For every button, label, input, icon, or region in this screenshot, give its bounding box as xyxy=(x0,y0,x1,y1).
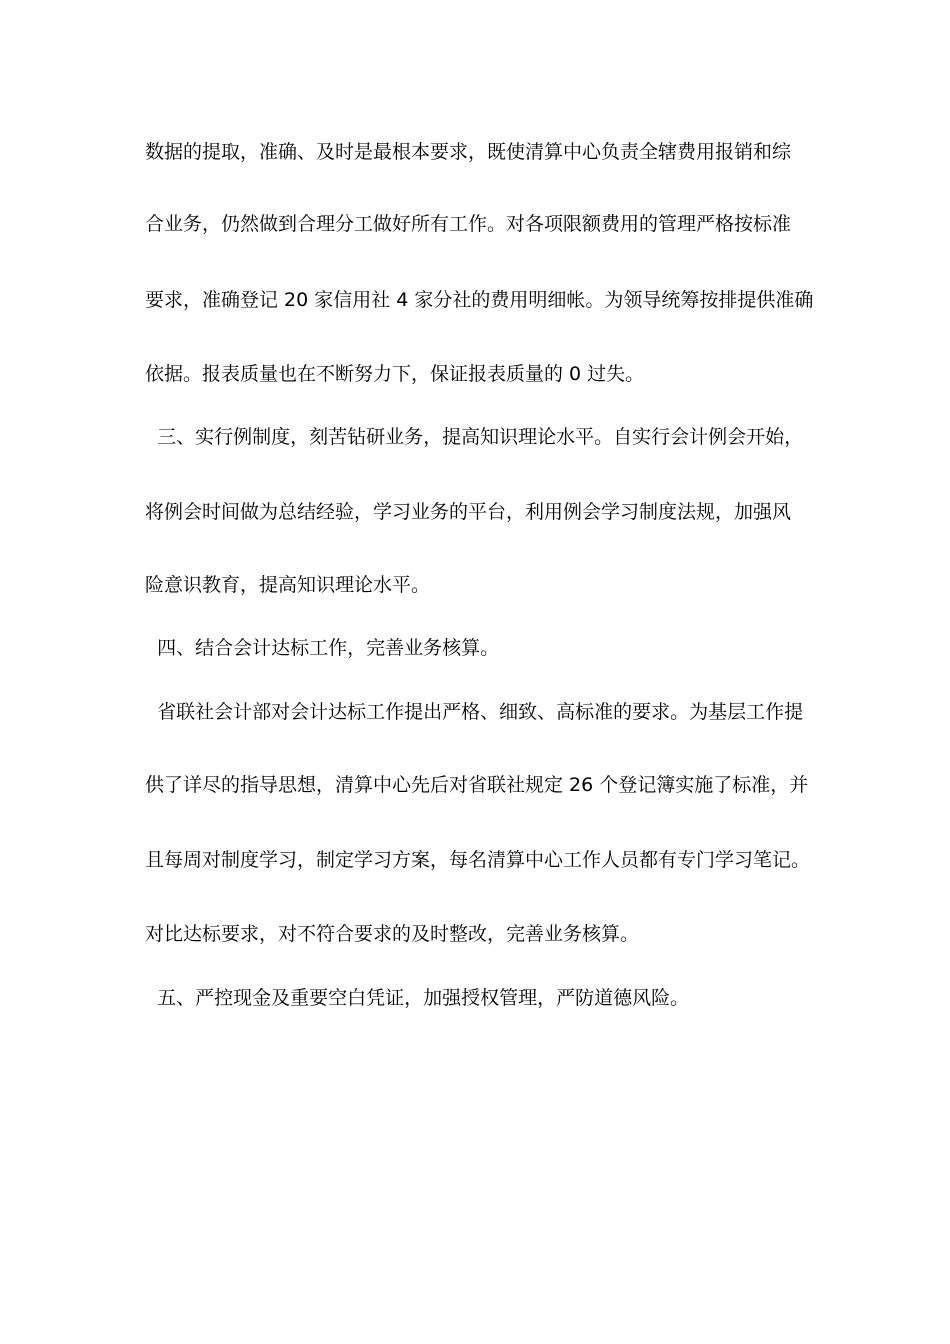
paragraph-line: 要求，准确登记 20 家信用社 4 家分社的费用明细帐。为领导统筹按排提供准确 xyxy=(145,289,814,311)
paragraph-line: 险意识教育，提高知识理论水平。 xyxy=(145,574,431,596)
paragraph-line: 合业务，仍然做到合理分工做好所有工作。对各项限额费用的管理严格按标准 xyxy=(145,213,792,235)
paragraph-line: 将例会时间做为总结经验，学习业务的平台，利用例会学习制度法规，加强风 xyxy=(145,501,792,523)
paragraph-line: 且每周对制度学习，制定学习方案，每名清算中心工作人员都有专门学习笔记。 xyxy=(145,849,811,871)
paragraph-line: 依据。报表质量也在不断努力下，保证报表质量的 0 过失。 xyxy=(145,363,645,385)
paragraph-line: 省联社会计部对会计达标工作提出严格、细致、高标准的要求。为基层工作提 xyxy=(145,701,804,723)
paragraph-line: 供了详尽的指导思想，清算中心先后对省联社规定 26 个登记簿实施了标准，并 xyxy=(145,774,809,796)
paragraph-line: 数据的提取，准确、及时是最根本要求，既使清算中心负责全辖费用报销和综 xyxy=(145,141,792,163)
section-heading-line: 三、实行例制度，刻苦钻研业务，提高知识理论水平。自实行会计例会开始， xyxy=(145,426,804,448)
section-heading-line: 五、严控现金及重要空白凭证，加强授权管理，严防道德风险。 xyxy=(145,987,690,1009)
section-heading-line: 四、结合会计达标工作，完善业务核算。 xyxy=(145,637,500,659)
paragraph-line: 对比达标要求，对不符合要求的及时整改，完善业务核算。 xyxy=(145,923,640,945)
